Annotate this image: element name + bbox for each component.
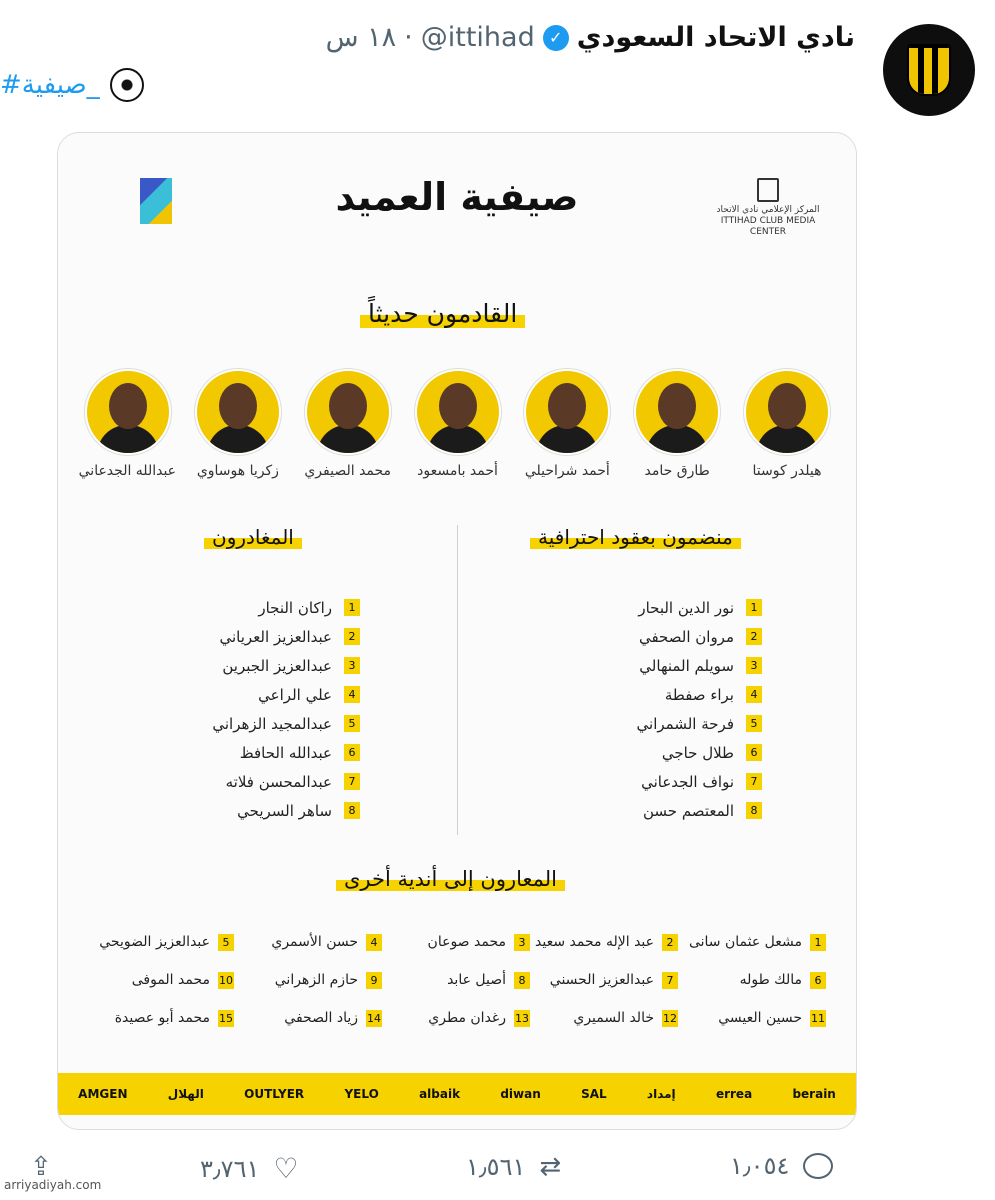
list-item bbox=[130, 651, 360, 680]
reply-icon bbox=[803, 1153, 833, 1179]
item-name: مروان الصحفي bbox=[638, 627, 734, 646]
list-item bbox=[130, 680, 360, 709]
list-item bbox=[532, 709, 762, 738]
item-name: راكان النجار bbox=[258, 598, 332, 617]
item-number: 6 bbox=[746, 744, 762, 761]
tweet-time[interactable]: ١٨ س bbox=[325, 22, 397, 53]
players-row bbox=[80, 369, 835, 479]
reply-button[interactable] bbox=[730, 1152, 833, 1180]
player-name: طارق حامد bbox=[644, 463, 710, 479]
like-button[interactable] bbox=[200, 1152, 298, 1185]
sponsor-logo: berain bbox=[792, 1087, 836, 1101]
item-number: 15 bbox=[219, 1011, 233, 1025]
list-item bbox=[532, 680, 762, 709]
player-card bbox=[410, 369, 506, 479]
item-number: 3 bbox=[514, 934, 530, 951]
item-name: حسين العيسي bbox=[718, 1010, 802, 1026]
card-title: صيفية العميد bbox=[335, 175, 579, 219]
item-number: 9 bbox=[366, 972, 382, 989]
item-number: 2 bbox=[344, 628, 360, 645]
item-name: زياد الصحفي bbox=[284, 1010, 358, 1026]
player-photo bbox=[415, 369, 501, 455]
pro-contracts-list bbox=[532, 593, 762, 825]
item-number: 11 bbox=[811, 1011, 825, 1025]
player-card bbox=[519, 369, 615, 479]
item-number: 5 bbox=[218, 934, 234, 951]
loaned-grid bbox=[86, 929, 826, 1031]
item-number: 4 bbox=[746, 686, 762, 703]
display-name[interactable]: نادي الاتحاد السعودي bbox=[576, 22, 855, 53]
item-name: مالك طوله bbox=[739, 972, 802, 988]
player-name: هيلدر كوستا bbox=[752, 463, 822, 479]
sponsor-logo: albaik bbox=[419, 1087, 461, 1101]
item-name: محمد أبو عصيدة bbox=[114, 1010, 210, 1026]
list-item bbox=[234, 929, 382, 955]
list-item bbox=[532, 767, 762, 796]
item-number: 7 bbox=[746, 773, 762, 790]
item-number: 5 bbox=[746, 715, 762, 732]
sponsor-logo: diwan bbox=[500, 1087, 541, 1101]
sponsor-bar bbox=[58, 1073, 856, 1115]
item-name: علي الراعي bbox=[258, 685, 332, 704]
item-name: مشعل عثمان سانى bbox=[688, 934, 802, 950]
club-crest-icon bbox=[907, 44, 951, 96]
player-card bbox=[80, 369, 176, 479]
player-card bbox=[739, 369, 835, 479]
item-name: عبدالعزيز الحسني bbox=[549, 972, 654, 988]
tweet-header bbox=[326, 22, 855, 53]
list-item bbox=[234, 1005, 382, 1031]
sponsor-logo: إمداد bbox=[646, 1087, 676, 1101]
item-number: 4 bbox=[366, 934, 382, 951]
hashtag-link[interactable]: #صيفية_ bbox=[0, 70, 100, 100]
list-item bbox=[130, 709, 360, 738]
profile-avatar[interactable] bbox=[883, 24, 975, 116]
sponsor-logo: OUTLYER bbox=[244, 1087, 305, 1101]
player-name: عبدالله الجدعاني bbox=[78, 463, 177, 479]
item-number: 12 bbox=[663, 1011, 677, 1025]
list-item bbox=[382, 929, 530, 955]
retweet-button[interactable] bbox=[466, 1152, 561, 1182]
departed-list bbox=[130, 593, 360, 825]
player-name: أحمد شراحيلي bbox=[524, 463, 610, 479]
like-count: ٣٫٧٦١ bbox=[200, 1154, 260, 1183]
player-photo bbox=[85, 369, 171, 455]
item-number: 8 bbox=[746, 802, 762, 819]
list-item bbox=[130, 796, 360, 825]
list-item bbox=[678, 967, 826, 993]
watermark: arriyadiyah.com bbox=[4, 1178, 102, 1192]
list-item bbox=[86, 967, 234, 993]
player-name: أحمد بامسعود bbox=[417, 463, 498, 479]
tweet-text bbox=[0, 68, 144, 102]
item-name: أصيل عابد bbox=[447, 972, 506, 988]
list-item bbox=[532, 622, 762, 651]
sponsor-logo: SAL bbox=[581, 1087, 607, 1101]
separator-dot: · bbox=[404, 22, 413, 53]
item-number: 6 bbox=[810, 972, 826, 989]
item-number: 3 bbox=[344, 657, 360, 674]
list-item bbox=[130, 767, 360, 796]
column-divider bbox=[457, 525, 458, 835]
player-name: محمد الصيفري bbox=[304, 463, 392, 479]
item-name: عبدالعزيز الضويحي bbox=[99, 934, 210, 950]
item-name: محمد صوعان bbox=[427, 934, 506, 950]
item-name: عبدالعزيز الجبرين bbox=[222, 656, 332, 675]
item-number: 8 bbox=[344, 802, 360, 819]
list-item bbox=[530, 1005, 678, 1031]
user-handle[interactable]: @ittihad bbox=[420, 22, 535, 53]
item-number: 1 bbox=[746, 599, 762, 616]
player-card bbox=[300, 369, 396, 479]
item-name: رغدان مطري bbox=[428, 1010, 506, 1026]
player-photo bbox=[634, 369, 720, 455]
item-name: محمد الموفى bbox=[131, 972, 210, 988]
sponsor-logo: errea bbox=[715, 1087, 753, 1101]
departed-title: المغادرون bbox=[204, 525, 302, 549]
share-icon: ⇪ bbox=[30, 1152, 52, 1182]
item-name: حسن الأسمري bbox=[271, 934, 358, 950]
player-photo bbox=[524, 369, 610, 455]
item-number: 6 bbox=[344, 744, 360, 761]
item-number: 2 bbox=[662, 934, 678, 951]
item-number: 1 bbox=[344, 599, 360, 616]
player-name: زكريا هوساوي bbox=[196, 463, 279, 479]
item-name: نور الدين البحار bbox=[638, 598, 734, 617]
player-photo bbox=[744, 369, 830, 455]
player-card bbox=[629, 369, 725, 479]
sponsor-logo: الهلال bbox=[167, 1087, 204, 1101]
player-card bbox=[190, 369, 286, 479]
item-number: 3 bbox=[746, 657, 762, 674]
list-item bbox=[678, 1005, 826, 1031]
list-item bbox=[530, 967, 678, 993]
sponsor-logo: AMGEN bbox=[78, 1087, 128, 1101]
item-name: فرحة الشمراني bbox=[636, 714, 734, 733]
item-name: عبد الإله محمد سعيد bbox=[535, 934, 654, 950]
tweet-actions bbox=[30, 1152, 860, 1192]
list-item bbox=[86, 929, 234, 955]
item-number: 5 bbox=[344, 715, 360, 732]
item-name: المعتصم حسن bbox=[642, 801, 734, 820]
item-name: سويلم المنهالي bbox=[639, 656, 734, 675]
list-item bbox=[86, 1005, 234, 1031]
item-name: عبدالله الحافظ bbox=[239, 743, 332, 762]
item-name: براء صفطة bbox=[664, 685, 734, 704]
list-item bbox=[382, 967, 530, 993]
item-number: 14 bbox=[367, 1011, 381, 1025]
tweet-image-card[interactable] bbox=[57, 132, 857, 1130]
list-item bbox=[130, 622, 360, 651]
item-number: 2 bbox=[746, 628, 762, 645]
list-item bbox=[234, 967, 382, 993]
media-center-english: ITTIHAD CLUB MEDIA CENTER bbox=[720, 215, 816, 237]
item-name: ساهر السريحي bbox=[237, 801, 332, 820]
retweet-icon: ⇄ bbox=[539, 1152, 562, 1182]
item-name: عبدالعزيز العرياني bbox=[219, 627, 332, 646]
list-item bbox=[130, 593, 360, 622]
item-name: طلال حاجي bbox=[661, 743, 734, 762]
media-center-arabic: المركز الإعلامي نادي الاتحاد bbox=[716, 205, 820, 215]
pro-contracts-title: منضمون بعقود احترافية bbox=[530, 525, 741, 549]
verified-badge-icon: ✓ bbox=[543, 25, 569, 51]
football-emoji-icon bbox=[110, 68, 144, 102]
list-item bbox=[382, 1005, 530, 1031]
sponsor-logo: YELO bbox=[344, 1087, 379, 1101]
list-item bbox=[130, 738, 360, 767]
new-arrivals-title: القادمون حديثاً bbox=[360, 299, 525, 328]
item-name: عبدالمجيد الزهراني bbox=[212, 714, 332, 733]
item-name: حازم الزهراني bbox=[274, 972, 358, 988]
heart-icon: ♡ bbox=[273, 1152, 299, 1185]
item-number: 7 bbox=[662, 972, 678, 989]
item-name: نواف الجدعاني bbox=[641, 772, 734, 791]
list-item bbox=[532, 651, 762, 680]
item-number: 4 bbox=[344, 686, 360, 703]
item-name: خالد السميري bbox=[573, 1010, 654, 1026]
item-number: 1 bbox=[810, 934, 826, 951]
list-item bbox=[532, 796, 762, 825]
list-item bbox=[532, 738, 762, 767]
item-number: 7 bbox=[344, 773, 360, 790]
retweet-count: ١٫٥٦١ bbox=[466, 1153, 526, 1181]
loaned-title: المعارون إلى أندية أخرى bbox=[336, 867, 565, 891]
player-photo bbox=[195, 369, 281, 455]
list-item bbox=[532, 593, 762, 622]
player-photo bbox=[305, 369, 391, 455]
reply-count: ١٫٠٥٤ bbox=[730, 1152, 790, 1180]
item-name: عبدالمحسن فلاته bbox=[225, 772, 332, 791]
item-number: 13 bbox=[515, 1011, 529, 1025]
item-number: 8 bbox=[514, 972, 530, 989]
list-item bbox=[678, 929, 826, 955]
list-item bbox=[530, 929, 678, 955]
item-number: 10 bbox=[219, 973, 233, 987]
